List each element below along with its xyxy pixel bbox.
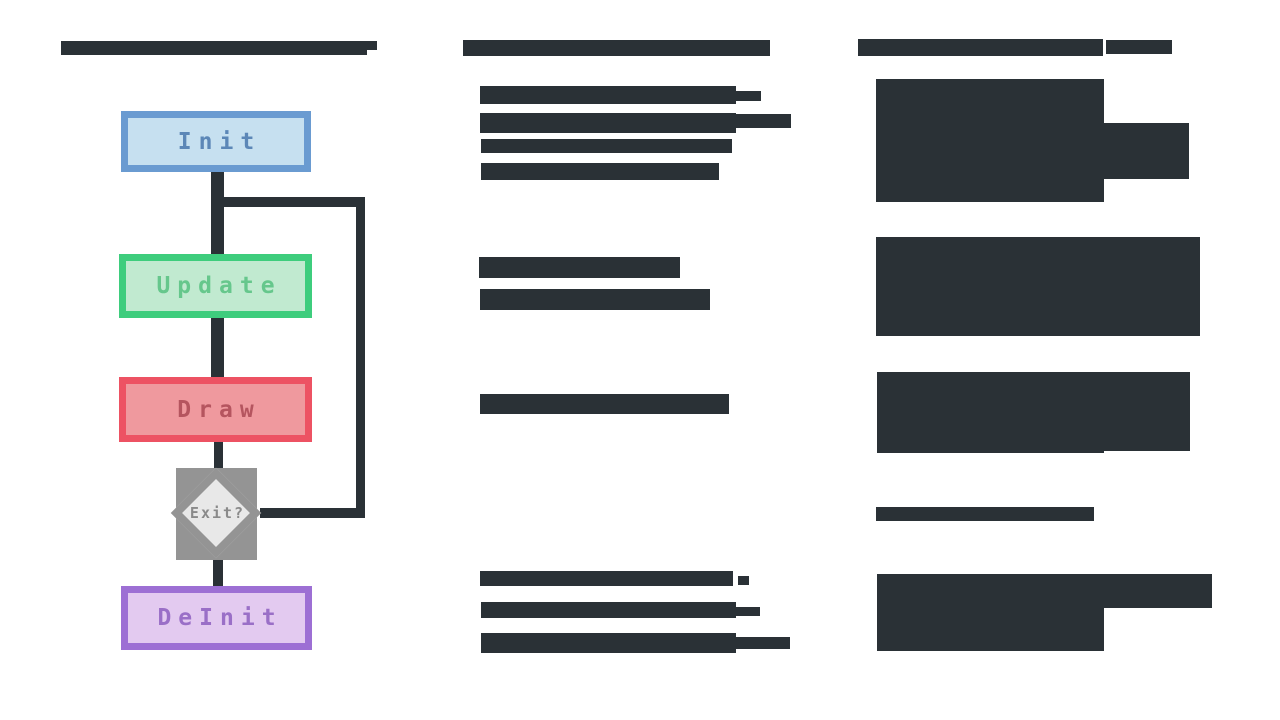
redacted-text-bar — [463, 40, 770, 56]
redacted-text-bar — [736, 114, 791, 128]
redacted-text-bar — [736, 637, 790, 649]
node-draw-label: Draw — [177, 396, 261, 423]
redacted-text-bar — [1104, 123, 1189, 179]
redacted-text-bar — [736, 91, 761, 101]
redacted-text-bar — [480, 289, 710, 310]
loop-edge-bottom — [260, 508, 365, 518]
connector-update-draw — [211, 318, 224, 379]
connector-draw-exit — [214, 442, 223, 470]
node-update-label: Update — [156, 273, 282, 299]
redacted-text-bar — [1106, 40, 1172, 54]
redacted-text-bar — [481, 139, 732, 153]
redacted-text-bar — [876, 237, 1200, 336]
redacted-text-bar — [480, 571, 733, 586]
redacted-text-bar — [877, 608, 1104, 651]
connector-exit-deinit — [213, 556, 223, 588]
redacted-text-bar — [481, 633, 736, 653]
connector-init-update — [211, 172, 224, 256]
redacted-text-bar — [738, 576, 749, 585]
redacted-text-bar — [876, 79, 1104, 202]
redacted-text-bar — [877, 574, 1212, 608]
redacted-text-bar — [1104, 372, 1190, 451]
redacted-text-bar — [480, 86, 736, 104]
node-deinit-label: DeInit — [157, 605, 283, 631]
redacted-text-bar — [736, 607, 760, 616]
redacted-text-bar — [481, 163, 719, 180]
flowchart-node-deinit — [121, 586, 312, 650]
redacted-text-bar — [479, 257, 680, 278]
flowchart-node-update — [119, 254, 312, 318]
flowchart-node-init — [121, 111, 311, 172]
flowchart-node-draw — [119, 377, 312, 442]
redacted-text-bar — [858, 39, 1103, 56]
loop-edge-top — [217, 197, 365, 207]
redacted-text-bar — [877, 372, 1104, 453]
redacted-text-bar — [876, 507, 1094, 521]
node-init-label: Init — [177, 128, 262, 155]
redacted-text-bar — [367, 41, 377, 50]
redacted-text-bar — [480, 113, 736, 133]
node-exit-label: Exit? — [189, 504, 246, 522]
redacted-text-bar — [61, 41, 367, 55]
loop-edge-right — [356, 197, 365, 518]
redacted-text-bar — [481, 602, 736, 618]
redacted-text-bar — [480, 394, 729, 414]
